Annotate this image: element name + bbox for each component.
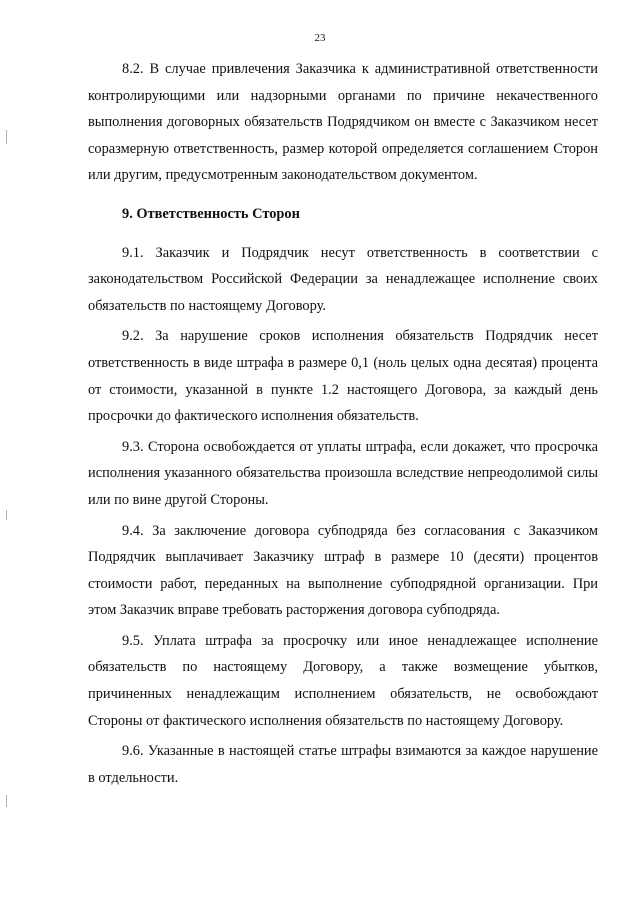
scan-edge-mark: [6, 795, 7, 807]
paragraph-9-1: 9.1. Заказчик и Подрядчик несут ответственность в соответствии с законодательством Российской Федерации за ненадлежащее исполнение своих обязательств по настоящему Договору.: [88, 244, 598, 314]
paragraph-9-6: 9.6. Указанные в настоящей статье штрафы взимаются за каждое нарушение в отдельности.: [88, 743, 598, 786]
scan-edge-mark: [6, 510, 7, 520]
scan-edge-mark: [6, 130, 7, 144]
page-number: 23: [314, 32, 326, 44]
paragraph-9-2: 9.2. За нарушение сроков исполнения обязательств Подрядчик несет ответственность в виде штрафа в размере 0,1 (ноль целых одна десятая) процента от стоимости, указанной в пункте 1.2 настоящего Договора, за каждый день просрочки до фактического исполнения обязательств.: [88, 328, 598, 425]
paragraph-9-3: 9.3. Сторона освобождается от уплаты штрафа, если докажет, что просрочка исполнения указанного обязательства произошла вследствие непреодолимой силы или по вине другой Стороны.: [88, 438, 598, 508]
document-body: [88, 56, 598, 795]
paragraph-9-5: 9.5. Уплата штрафа за просрочку или иное ненадлежащее исполнение обязательств по настоящему Договору, а также возмещение убытков, причиненных ненадлежащим исполнением обязательств, не освобождают Стороны от фактического исполнения обязательств по настоящему Договору.: [88, 632, 598, 729]
paragraph-9-4: 9.4. За заключение договора субподряда без согласования с Заказчиком Подрядчик выплачивает Заказчику штраф в размере 10 (десяти) процентов стоимости работ, переданных на выполнение субподрядной организации. При этом Заказчик вправе требовать расторжения договора субподряда.: [88, 522, 598, 619]
paragraph-8-2: 8.2. В случае привлечения Заказчика к административной ответственности контролирующими или надзорными органами по причине некачественного выполнения договорных обязательств Подрядчиком он вместе с Заказчиком несет соразмерную ответственность, размер которой определяется соглашением Сторон или другим, предусмотренным законодательством документом.: [88, 61, 598, 184]
section-heading-9: 9. Ответственность Сторон: [122, 205, 300, 222]
